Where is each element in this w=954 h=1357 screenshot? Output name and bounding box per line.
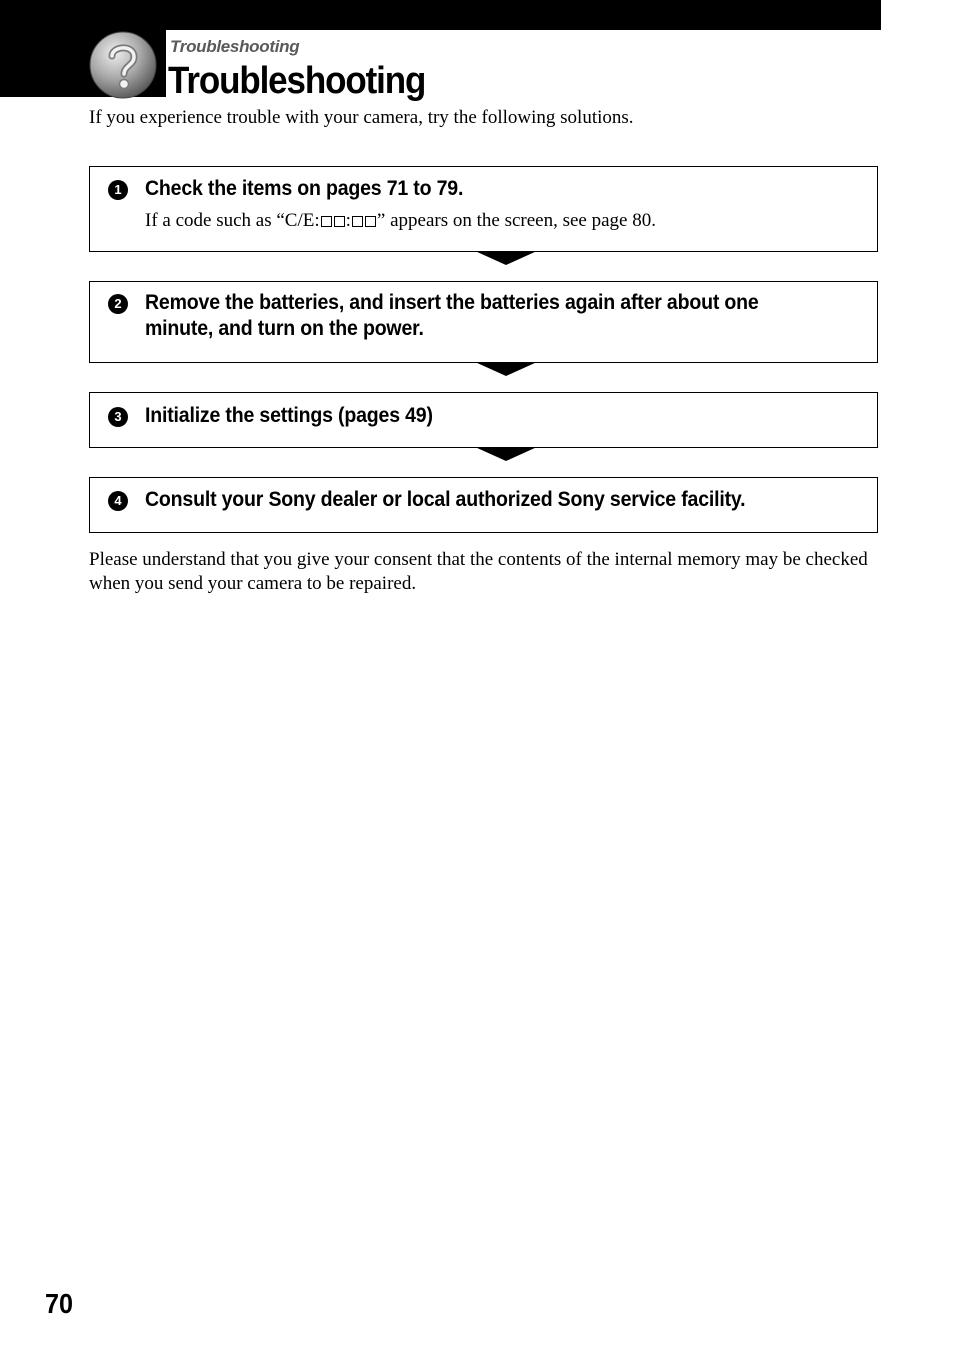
step-2-number: 2 <box>108 294 128 314</box>
consent-text: Please understand that you give your consent that the contents of the internal memory may be checked when you send your camera to be repaired. <box>89 549 868 594</box>
placeholder-square-icon <box>365 216 376 227</box>
placeholder-square-icon <box>334 216 345 227</box>
step-1-box <box>89 166 878 252</box>
step-2-title-line-2: minute, and turn on the power. <box>145 317 424 340</box>
flow-arrow-down-icon <box>475 251 537 265</box>
step-2-title <box>145 290 789 342</box>
step-3-title: Initialize the settings (pages 49) <box>145 404 433 427</box>
step-4-title: Consult your Sony dealer or local authorized Sony service facility. <box>145 488 746 511</box>
step-3-number: 3 <box>108 407 128 427</box>
step-1-note-separator: : <box>345 210 351 231</box>
flow-arrow-down-icon <box>475 362 537 376</box>
breadcrumb: Troubleshooting <box>170 37 300 56</box>
step-1-title: Check the items on pages 71 to 79. <box>145 177 464 200</box>
step-2-title-line-1: Remove the batteries, and insert the batteries again after about one <box>145 291 759 314</box>
step-3-box <box>89 392 878 448</box>
step-2-box <box>89 281 878 363</box>
flow-arrow-down-icon <box>475 447 537 461</box>
step-1-number: 1 <box>108 180 128 200</box>
step-1-note <box>145 209 656 233</box>
step-4-box <box>89 477 878 533</box>
step-1-note-after: ” appears on the screen, see page 80. <box>376 210 656 231</box>
page-title: Troubleshooting <box>168 60 426 102</box>
step-1-note-before: If a code such as “C/E: <box>145 210 320 231</box>
intro-text: If you experience trouble with your camera, try the following solutions. <box>89 107 634 128</box>
placeholder-square-icon <box>352 216 363 227</box>
placeholder-square-icon <box>321 216 332 227</box>
step-4-number: 4 <box>108 491 128 511</box>
page-number: 70 <box>45 1288 74 1319</box>
header-bar <box>0 0 881 30</box>
question-mark-icon <box>88 30 158 100</box>
